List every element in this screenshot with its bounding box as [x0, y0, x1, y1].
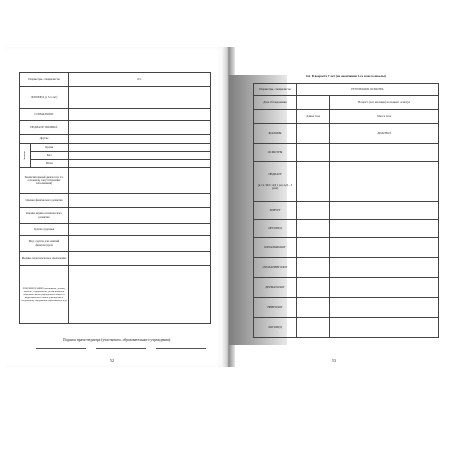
exam-date-cell[interactable]: [297, 96, 330, 110]
physical-development-label: Оценка физического развития: [20, 194, 69, 208]
results-label: РЕЗУЛЬТАТЫ ОСМОТРА: [297, 84, 439, 96]
pediatrician-label: [254, 162, 297, 202]
params-label: Параметры, специалисты: [20, 73, 69, 87]
diagnosis-label: ДИАГНОЗ: [330, 124, 439, 144]
complaints-label: ЖАЛОБЫ: [254, 124, 297, 144]
dentist-cell[interactable]: [69, 109, 211, 121]
right-examination-table: [253, 83, 439, 338]
speech-therapist-cell[interactable]: [69, 87, 211, 109]
others-cell[interactable]: [69, 135, 211, 144]
speech-therapist-label: ЛОГОПЕД (с 3-х лет): [20, 87, 69, 109]
medpedagogical-label: Медико-педагогическое заключение: [20, 252, 69, 266]
pe-group-label: Мед. группа для занятий физкультурой: [20, 236, 69, 252]
dermatologist-label: ДЕРМАТОЛОГ: [254, 278, 297, 298]
open-booklet: [6, 47, 444, 367]
neurologist-diagnosis-cell[interactable]: [330, 298, 439, 318]
neurologist-cell[interactable]: [297, 298, 330, 318]
right-params-label: Параметры, специалисты: [254, 84, 297, 96]
pediatrician-cell[interactable]: [297, 162, 330, 202]
right-page-header: 6.6. В возрасте 7 лет (по окончании 1-го класса школы): [306, 74, 386, 78]
recommendations-cell[interactable]: [69, 266, 211, 324]
blood-label: Крови: [30, 144, 68, 152]
neuropsych-development-label: Оценка нервно-психического развития: [20, 208, 69, 224]
dermatologist-cell[interactable]: [297, 278, 330, 298]
exams-label: ОСМОТРЫ: [254, 144, 297, 162]
left-page-number: 52: [110, 358, 114, 363]
ent-cell[interactable]: [297, 258, 330, 278]
stool-cell[interactable]: [69, 152, 211, 160]
complaints-cell[interactable]: [297, 124, 330, 144]
signature-label: Подпись врача-педиатра (участкового, образовательного учреждения):: [63, 338, 171, 342]
recommendations-label: РЕКОМЕНДАЦИИ (закаливание, режим, питание, оздоровление, реабилитация в образовательных учреждениях общего и коррекционного типов; учреждения к следующему содержанию образования в д/у): [20, 266, 69, 324]
blood-cell[interactable]: [69, 144, 211, 152]
left-examination-table: [19, 72, 211, 324]
exams-diagnosis-cell[interactable]: [330, 144, 439, 162]
pediatrician-clinic-cell[interactable]: [69, 121, 211, 135]
surgeon-cell[interactable]: [297, 202, 330, 220]
dentist-label: СТОМАТОЛОГ: [20, 109, 69, 121]
measurements-spacer: [254, 110, 297, 124]
neurologist-label: НЕВРОЛОГ: [254, 298, 297, 318]
orthopedist-diagnosis-cell[interactable]: [330, 220, 439, 238]
age-label: 6.5.: [69, 73, 211, 87]
ophthalmologist-diagnosis-cell[interactable]: [330, 238, 439, 258]
pediatrician-note: (в т.ч. ЧСС АД 1 раз АД – 3 раза): [257, 182, 293, 191]
speech-therapist-right-label: ЛОГОПЕД: [254, 318, 297, 338]
urine-label: Мочи: [30, 160, 68, 168]
physical-development-cell[interactable]: [69, 194, 211, 208]
signature-line-2[interactable]: [96, 348, 146, 349]
body-weight-label: Масса тела: [330, 110, 439, 124]
medpedagogical-cell[interactable]: [69, 252, 211, 266]
pediatrician-diagnosis-cell[interactable]: [330, 162, 439, 202]
analysis-group-label: Анализы: [20, 144, 31, 168]
ent-label: ОТОЛАРИНГОЛОГ: [254, 258, 297, 278]
orthopedist-label: ОРТОПЕД: [254, 220, 297, 238]
signature-line-3[interactable]: [156, 348, 206, 349]
speech-therapist-right-cell[interactable]: [297, 318, 330, 338]
ophthalmologist-label: ОФТАЛЬМОЛОГ: [254, 238, 297, 258]
health-group-label: Группа здоровья: [20, 224, 69, 236]
pediatrician-clinic-label: ПЕДИАТР/ ПОЛИКЛ.: [20, 121, 69, 135]
health-group-cell[interactable]: [69, 224, 211, 236]
final-diagnosis-cell[interactable]: [69, 168, 211, 194]
ophthalmologist-cell[interactable]: [297, 238, 330, 258]
exams-cell[interactable]: [297, 144, 330, 162]
neuropsych-development-cell[interactable]: [69, 208, 211, 224]
right-page-number: 53: [332, 358, 336, 363]
signature-line-1[interactable]: [36, 348, 86, 349]
speech-therapist-right-diagnosis-cell[interactable]: [330, 318, 439, 338]
orthopedist-cell[interactable]: [297, 220, 330, 238]
others-label: Другие: [20, 135, 69, 144]
body-length-label: Длина тела: [297, 110, 330, 124]
surgeon-diagnosis-cell[interactable]: [330, 202, 439, 220]
stool-label: Кал: [30, 152, 68, 160]
final-diagnosis-label: Заключительный диагноз (в т.ч. основной, сопутствующие заболевания): [20, 168, 69, 194]
ent-diagnosis-cell[interactable]: [330, 258, 439, 278]
dermatologist-diagnosis-cell[interactable]: [330, 278, 439, 298]
surgeon-label: ХИРУРГ: [254, 202, 297, 220]
pediatrician-title: ПЕДИАТР: [268, 171, 282, 176]
pe-group-cell[interactable]: [69, 236, 211, 252]
age-at-exam-label: Возраст (лет, месяцев) на момент осмотра: [330, 96, 439, 110]
urine-cell[interactable]: [69, 160, 211, 168]
exam-date-label: Дата обследования: [254, 96, 297, 110]
